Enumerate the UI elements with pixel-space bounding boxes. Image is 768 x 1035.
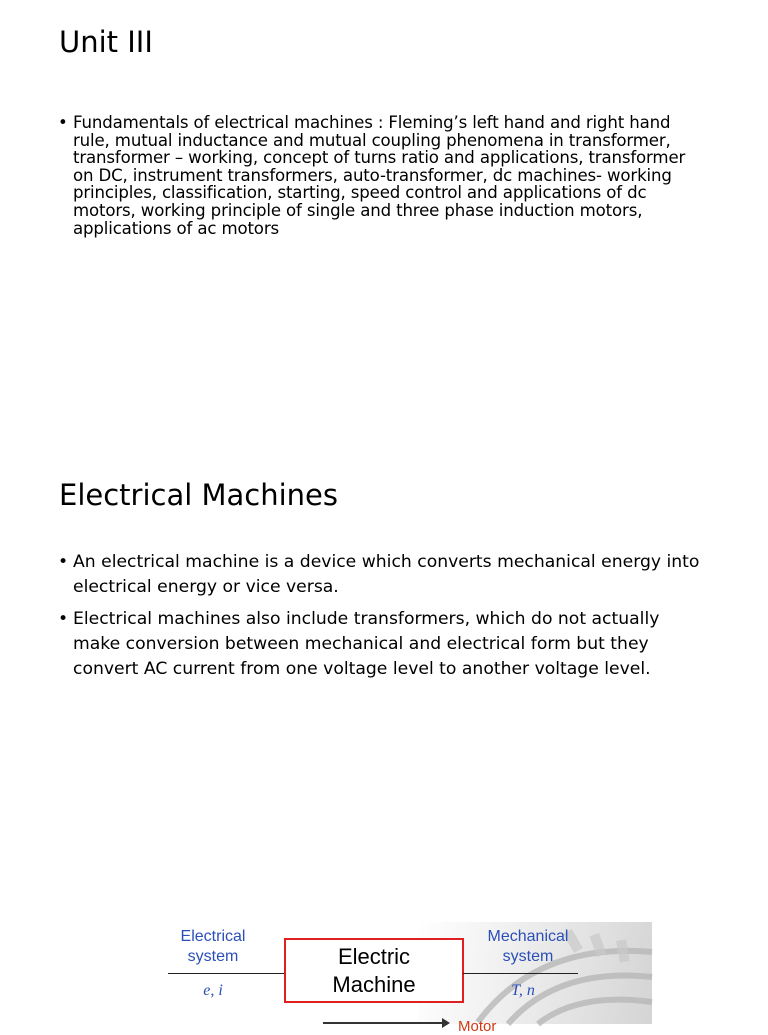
motor-label: Motor: [458, 1018, 497, 1035]
list-item: • Electrical machines also include transformers, which do not actually make conversion between mechanical and electrical form but they convert AC current from one voltage level to another voltage level.: [58, 607, 708, 682]
machines-definition-list: [58, 550, 708, 689]
electrical-variables: e, i: [203, 982, 223, 999]
connector-line-right: [463, 973, 578, 974]
electrical-system-label: Electrical system: [180, 928, 246, 965]
list-item: • An electrical machine is a device which converts mechanical energy into electrical energy or vice versa.: [58, 550, 708, 600]
connector-line-left: [168, 973, 284, 974]
electric-machine-box: Electric Machine: [284, 938, 464, 1003]
list-item: • Fundamentals of electrical machines : Fleming’s left hand and right hand rule, mutual inductance and mutual coupling phenomena in transformer, transformer – working, concept of turns ratio and applications, transformer on DC, instrument transformers, auto-transformer, dc machines- working principles, classification, starting, speed control and applications of dc motors, working principle of single and three phase induction motors, applications of ac motors: [58, 114, 708, 237]
section-title: Electrical Machines: [59, 478, 339, 512]
motor-direction-arrow-icon: [323, 1022, 448, 1024]
electric-machine-diagram: [118, 922, 652, 1035]
unit-topics-list: [58, 114, 708, 237]
unit-title: Unit III: [59, 25, 153, 59]
mechanical-system-label: Mechanical system: [487, 928, 569, 965]
mechanical-variables: T, n: [511, 982, 535, 999]
